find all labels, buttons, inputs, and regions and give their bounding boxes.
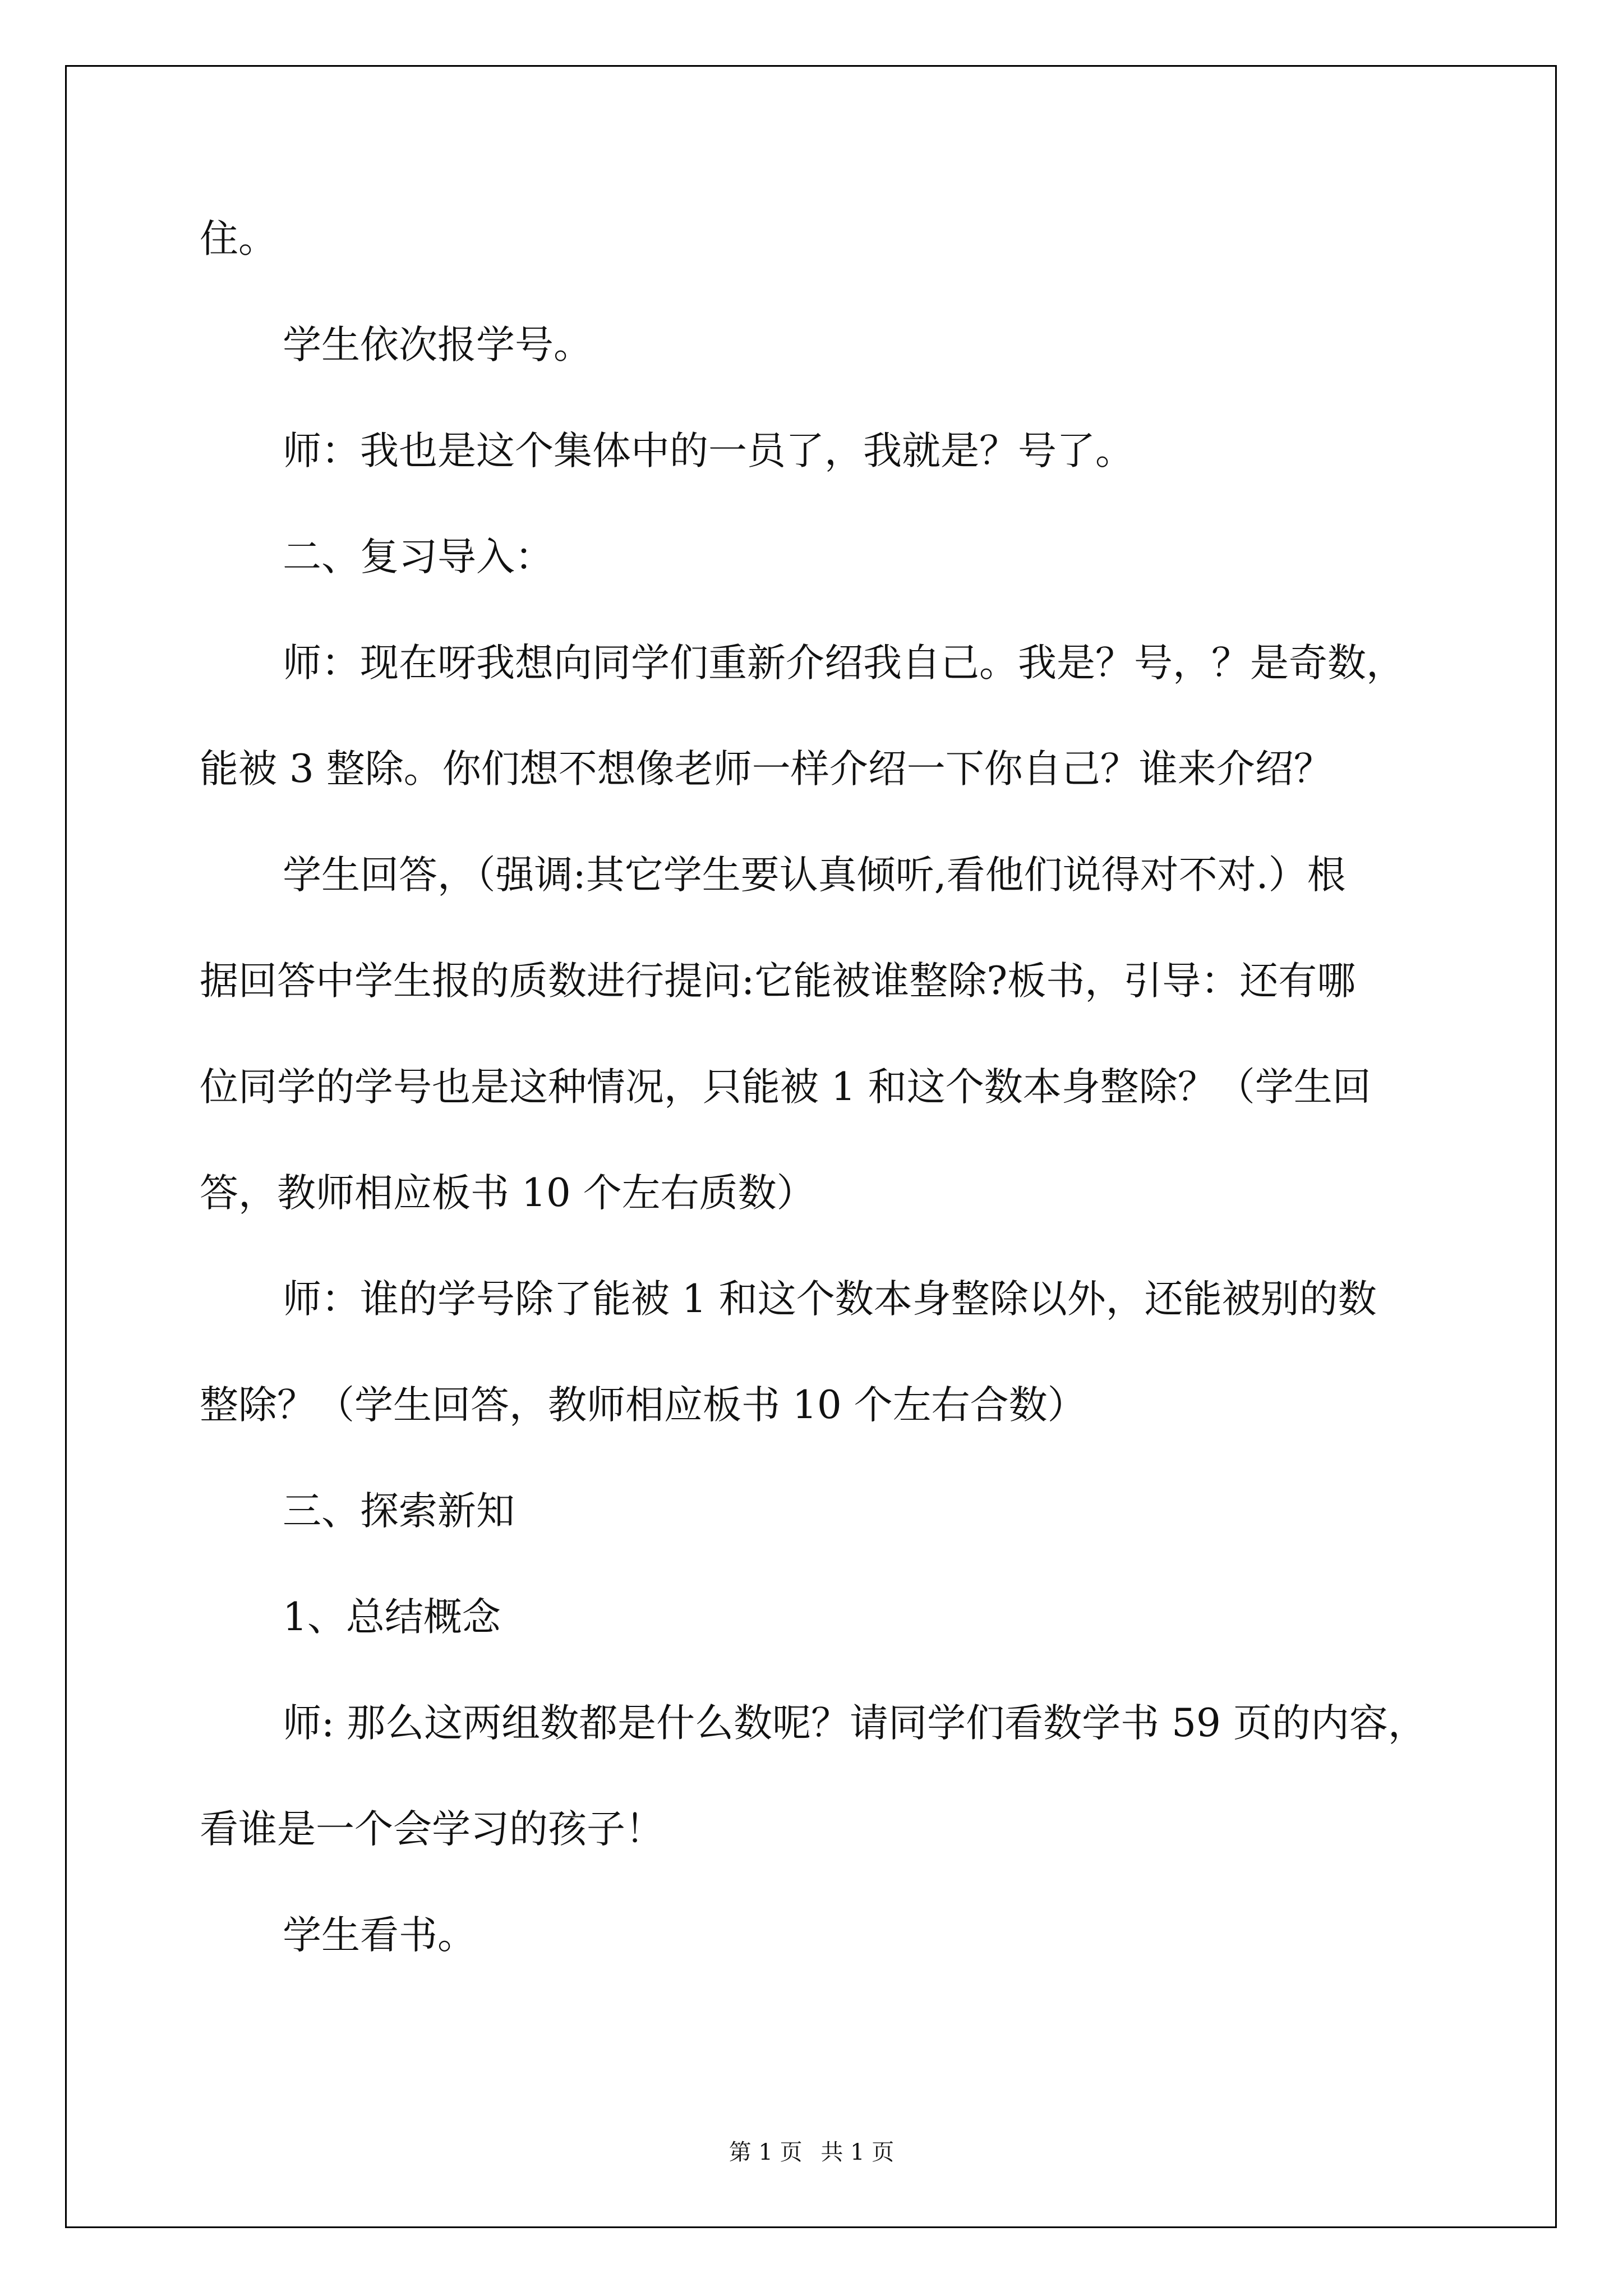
page-border <box>65 65 1557 2228</box>
subsection-heading: 1、总结概念 <box>283 1595 501 1640</box>
section-heading: 三、探索新知 <box>283 1489 515 1534</box>
paragraph-line: 师: 那么这两组数都是什么数呢？请同学们看数学书 59 页的内容， <box>283 1701 1427 1746</box>
paragraph-line: 师：现在呀我想向同学们重新介绍我自己。我是？号，？是奇数， <box>283 641 1405 685</box>
paragraph-line: 学生看书。 <box>283 1913 476 1958</box>
page-number: 第 1 页 <box>728 2139 803 2165</box>
paragraph-line: 看谁是一个会学习的孩子！ <box>200 1807 664 1852</box>
paragraph-line: 能被 3 整除。你们想不想像老师一样介绍一下你自己？谁来介绍？ <box>200 747 1332 792</box>
section-heading: 二、复习导入： <box>283 535 554 579</box>
paragraph-line: 学生依次报学号。 <box>283 323 592 367</box>
paragraph-line: 答，教师相应板书 10 个左右质数） <box>200 1171 815 1216</box>
paragraph-line: 位同学的学号也是这种情况，只能被 1 和这个数本身整除？（学生回 <box>200 1065 1371 1110</box>
paragraph-line: 师：谁的学号除了能被 1 和这个数本身整除以外，还能被别的数 <box>283 1277 1377 1322</box>
page-total: 共 1 页 <box>820 2139 895 2165</box>
paragraph-line: 住。 <box>200 217 277 261</box>
paragraph-line: 学生回答，（强调:其它学生要认真倾听,看他们说得对不对.）根 <box>283 853 1346 898</box>
paragraph-line: 师：我也是这个集体中的一员了，我就是？号了。 <box>283 429 1134 473</box>
paragraph-line: 据回答中学生报的质数进行提问:它能被谁整除?板书，引导：还有哪 <box>200 959 1356 1004</box>
page-footer <box>0 2134 1623 2166</box>
paragraph-line: 整除？（学生回答，教师相应板书 10 个左右合数） <box>200 1383 1086 1428</box>
